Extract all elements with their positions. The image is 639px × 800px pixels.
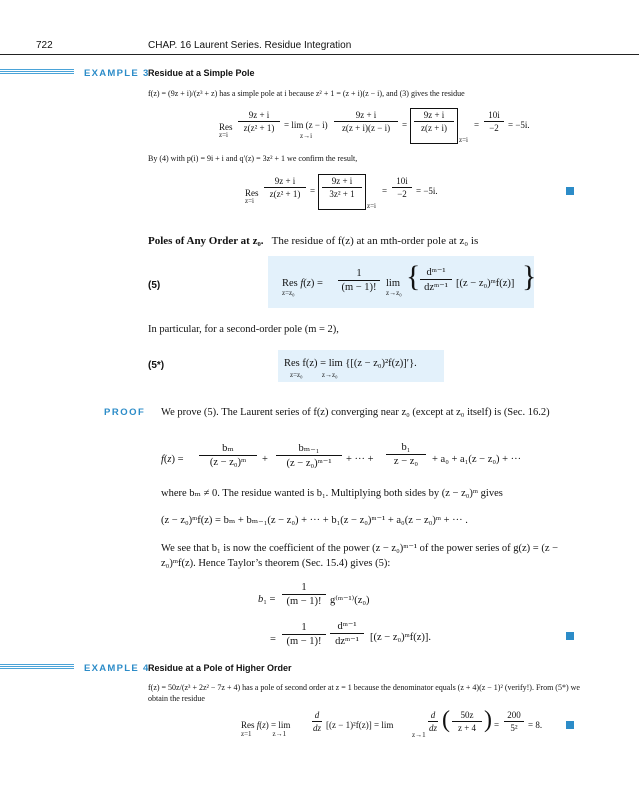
example4-label: EXAMPLE 4 bbox=[84, 663, 150, 674]
eq1-result-fraction: 10i −2 bbox=[484, 110, 504, 133]
proof-label: PROOF bbox=[104, 407, 146, 418]
eq1-equals: = bbox=[402, 120, 408, 130]
eq5-body: [(z − z₀)ᵐf(z)] bbox=[456, 278, 515, 289]
ex4-paren-right: ) bbox=[484, 707, 492, 733]
example4-rule bbox=[0, 664, 74, 670]
end-of-example4-icon bbox=[566, 721, 574, 729]
eq5-brace-right: } bbox=[522, 260, 537, 293]
eq5-res: Res f(z) = z=z₀ bbox=[282, 278, 323, 297]
header-rule bbox=[0, 54, 639, 55]
ex4-d-fraction-2: d dz bbox=[428, 710, 437, 733]
ex4-result: = 8. bbox=[528, 720, 543, 730]
eq1-bracket: 9z + i z(z + i) bbox=[410, 108, 458, 144]
ex4-equals: = bbox=[494, 720, 500, 730]
eq2-fraction: 9z + i z(z² + 1) bbox=[264, 176, 306, 199]
example4-text: f(z) = 50z/(z³ + 2z² − 7z + 4) has a pole of second order at z = 1 because the denominator equals (z + 4)(z − 1)² (verify!). From (5*) we obtain the residue bbox=[148, 683, 580, 703]
eq5-brace-left: { bbox=[406, 260, 421, 293]
res-operator: Res z=i bbox=[219, 122, 233, 139]
example3-text: f(z) = (9z + i)/(z³ + z) has a simple pole at i because z² + 1 = (z + i)(z − i), and (3) gives the residue bbox=[148, 89, 465, 98]
ex4-res: Res f(z) = lim z=1 z→1 bbox=[241, 720, 291, 738]
multiplied-series: (z − z₀)ᵐf(z) = bₘ + bₘ₋₁(z − z₀) + ··· + b₁(z − z₀)ᵐ⁻¹ + a₀(z − z₀)ᵐ + ··· . bbox=[161, 515, 468, 526]
example3-text2: By (4) with p(i) = 9i + i and q′(z) = 3z² + 1 we confirm the result, bbox=[148, 154, 358, 163]
eq1-limit-sub: z→i bbox=[300, 132, 313, 140]
example4-title: Residue at a Pole of Higher Order bbox=[148, 663, 292, 673]
ex4-res-fraction: 200 5² bbox=[504, 710, 524, 733]
ex4-sub: z→1 bbox=[412, 731, 426, 739]
series-plus-1: + bbox=[262, 454, 268, 465]
eq2-result-fraction: 10i −2 bbox=[392, 176, 412, 199]
end-of-example-icon bbox=[566, 187, 574, 195]
b1-deriv-fraction: dᵐ⁻¹ dzᵐ⁻¹ bbox=[330, 620, 364, 647]
poles-heading: Poles of Any Order at z₀. The residue of f(z) at an mth-order pole at z₀ is bbox=[148, 235, 479, 247]
eq1-bracket-sub: z=i bbox=[459, 136, 468, 144]
eq2-equals: = bbox=[310, 186, 316, 196]
second-order-text: In particular, for a second-order pole (m = 2), bbox=[148, 324, 339, 335]
series-lhs: f(z) = bbox=[161, 454, 184, 465]
series-term-b1: b₁ z − z₀ bbox=[386, 442, 426, 467]
eq1-limit: = lim (z − i) bbox=[284, 120, 328, 130]
page-number: 722 bbox=[36, 40, 53, 51]
b1-lhs: b₁ = bbox=[258, 594, 276, 605]
b1-line2: [(z − z₀)ᵐf(z)]. bbox=[370, 632, 432, 643]
example3-title: Residue at a Simple Pole bbox=[148, 68, 255, 78]
ex4-eq: [(z − 1)²f(z)] = lim bbox=[326, 720, 394, 730]
eq1-result: = −5i. bbox=[508, 120, 530, 130]
proof-text2: where bₘ ≠ 0. The residue wanted is b₁. Multiplying both sides by (z − z₀)ᵐ gives bbox=[161, 488, 503, 499]
proof-text3: We see that b₁ is now the coefficient of the power (z − z₀)ᵐ⁻¹ of the power series of g(z) = (z − z₀)ᵐf(z). Hence Taylor’s theorem (Sec. 15.4) gives (5): bbox=[161, 543, 559, 569]
b1-rhs: g⁽ᵐ⁻¹⁾(z₀) bbox=[330, 595, 370, 606]
proof-text1: We prove (5). The Laurent series of f(z) converging near z₀ (except at z₀ itself) is (Sec. 16.2) bbox=[161, 407, 550, 418]
eq5s-sub: z=z₀ z→z₀ bbox=[290, 371, 338, 379]
example-rule bbox=[0, 69, 74, 75]
eq1-mid-fraction: 9z + i z(z + i)(z − i) bbox=[334, 110, 398, 133]
eq5s-body: Res f(z) = lim {[(z − z₀)²f(z)]′}. bbox=[284, 358, 417, 369]
eq2-result: = −5i. bbox=[416, 186, 438, 196]
eq5-number: (5) bbox=[148, 280, 161, 291]
series-tail: + a₀ + a₁(z − z₀) + ··· bbox=[432, 454, 522, 465]
b1-coef-fraction-2: 1 (m − 1)! bbox=[282, 622, 326, 647]
series-term-2: bₘ₋₁ (z − z₀)ᵐ⁻¹ bbox=[276, 442, 342, 469]
b1-coef-fraction: 1 (m − 1)! bbox=[282, 582, 326, 607]
eq2-equals2: = bbox=[382, 186, 388, 196]
eq5s-number: (5*) bbox=[148, 360, 165, 371]
ex4-d-fraction: d dz bbox=[312, 710, 321, 733]
series-term-1: bₘ (z − z₀)ᵐ bbox=[199, 442, 257, 468]
chapter-title: CHAP. 16 Laurent Series. Residue Integration bbox=[148, 40, 352, 51]
eq5-coef-fraction: 1 (m − 1)! bbox=[338, 268, 380, 293]
ex4-fraction: 50z z + 4 bbox=[452, 710, 482, 733]
ex4-paren-left: ( bbox=[442, 707, 450, 733]
eq5-deriv-fraction: dᵐ⁻¹ dzᵐ⁻¹ bbox=[420, 266, 452, 293]
example3-label: EXAMPLE 3 bbox=[84, 68, 150, 79]
end-of-proof-icon bbox=[566, 632, 574, 640]
eq2-bracket: 9z + i 3z² + 1 bbox=[318, 174, 366, 210]
eq5-lim: lim z→z₀ bbox=[386, 278, 402, 297]
eq1-fraction: 9z + i z(z² + 1) bbox=[238, 110, 280, 133]
eq2-bracket-sub: z=i bbox=[367, 202, 376, 210]
series-dots: + ··· + bbox=[346, 454, 374, 465]
res-operator-2: Res z=i bbox=[245, 188, 259, 205]
eq1-equals2: = bbox=[474, 120, 480, 130]
b1-equals: = bbox=[270, 634, 276, 645]
